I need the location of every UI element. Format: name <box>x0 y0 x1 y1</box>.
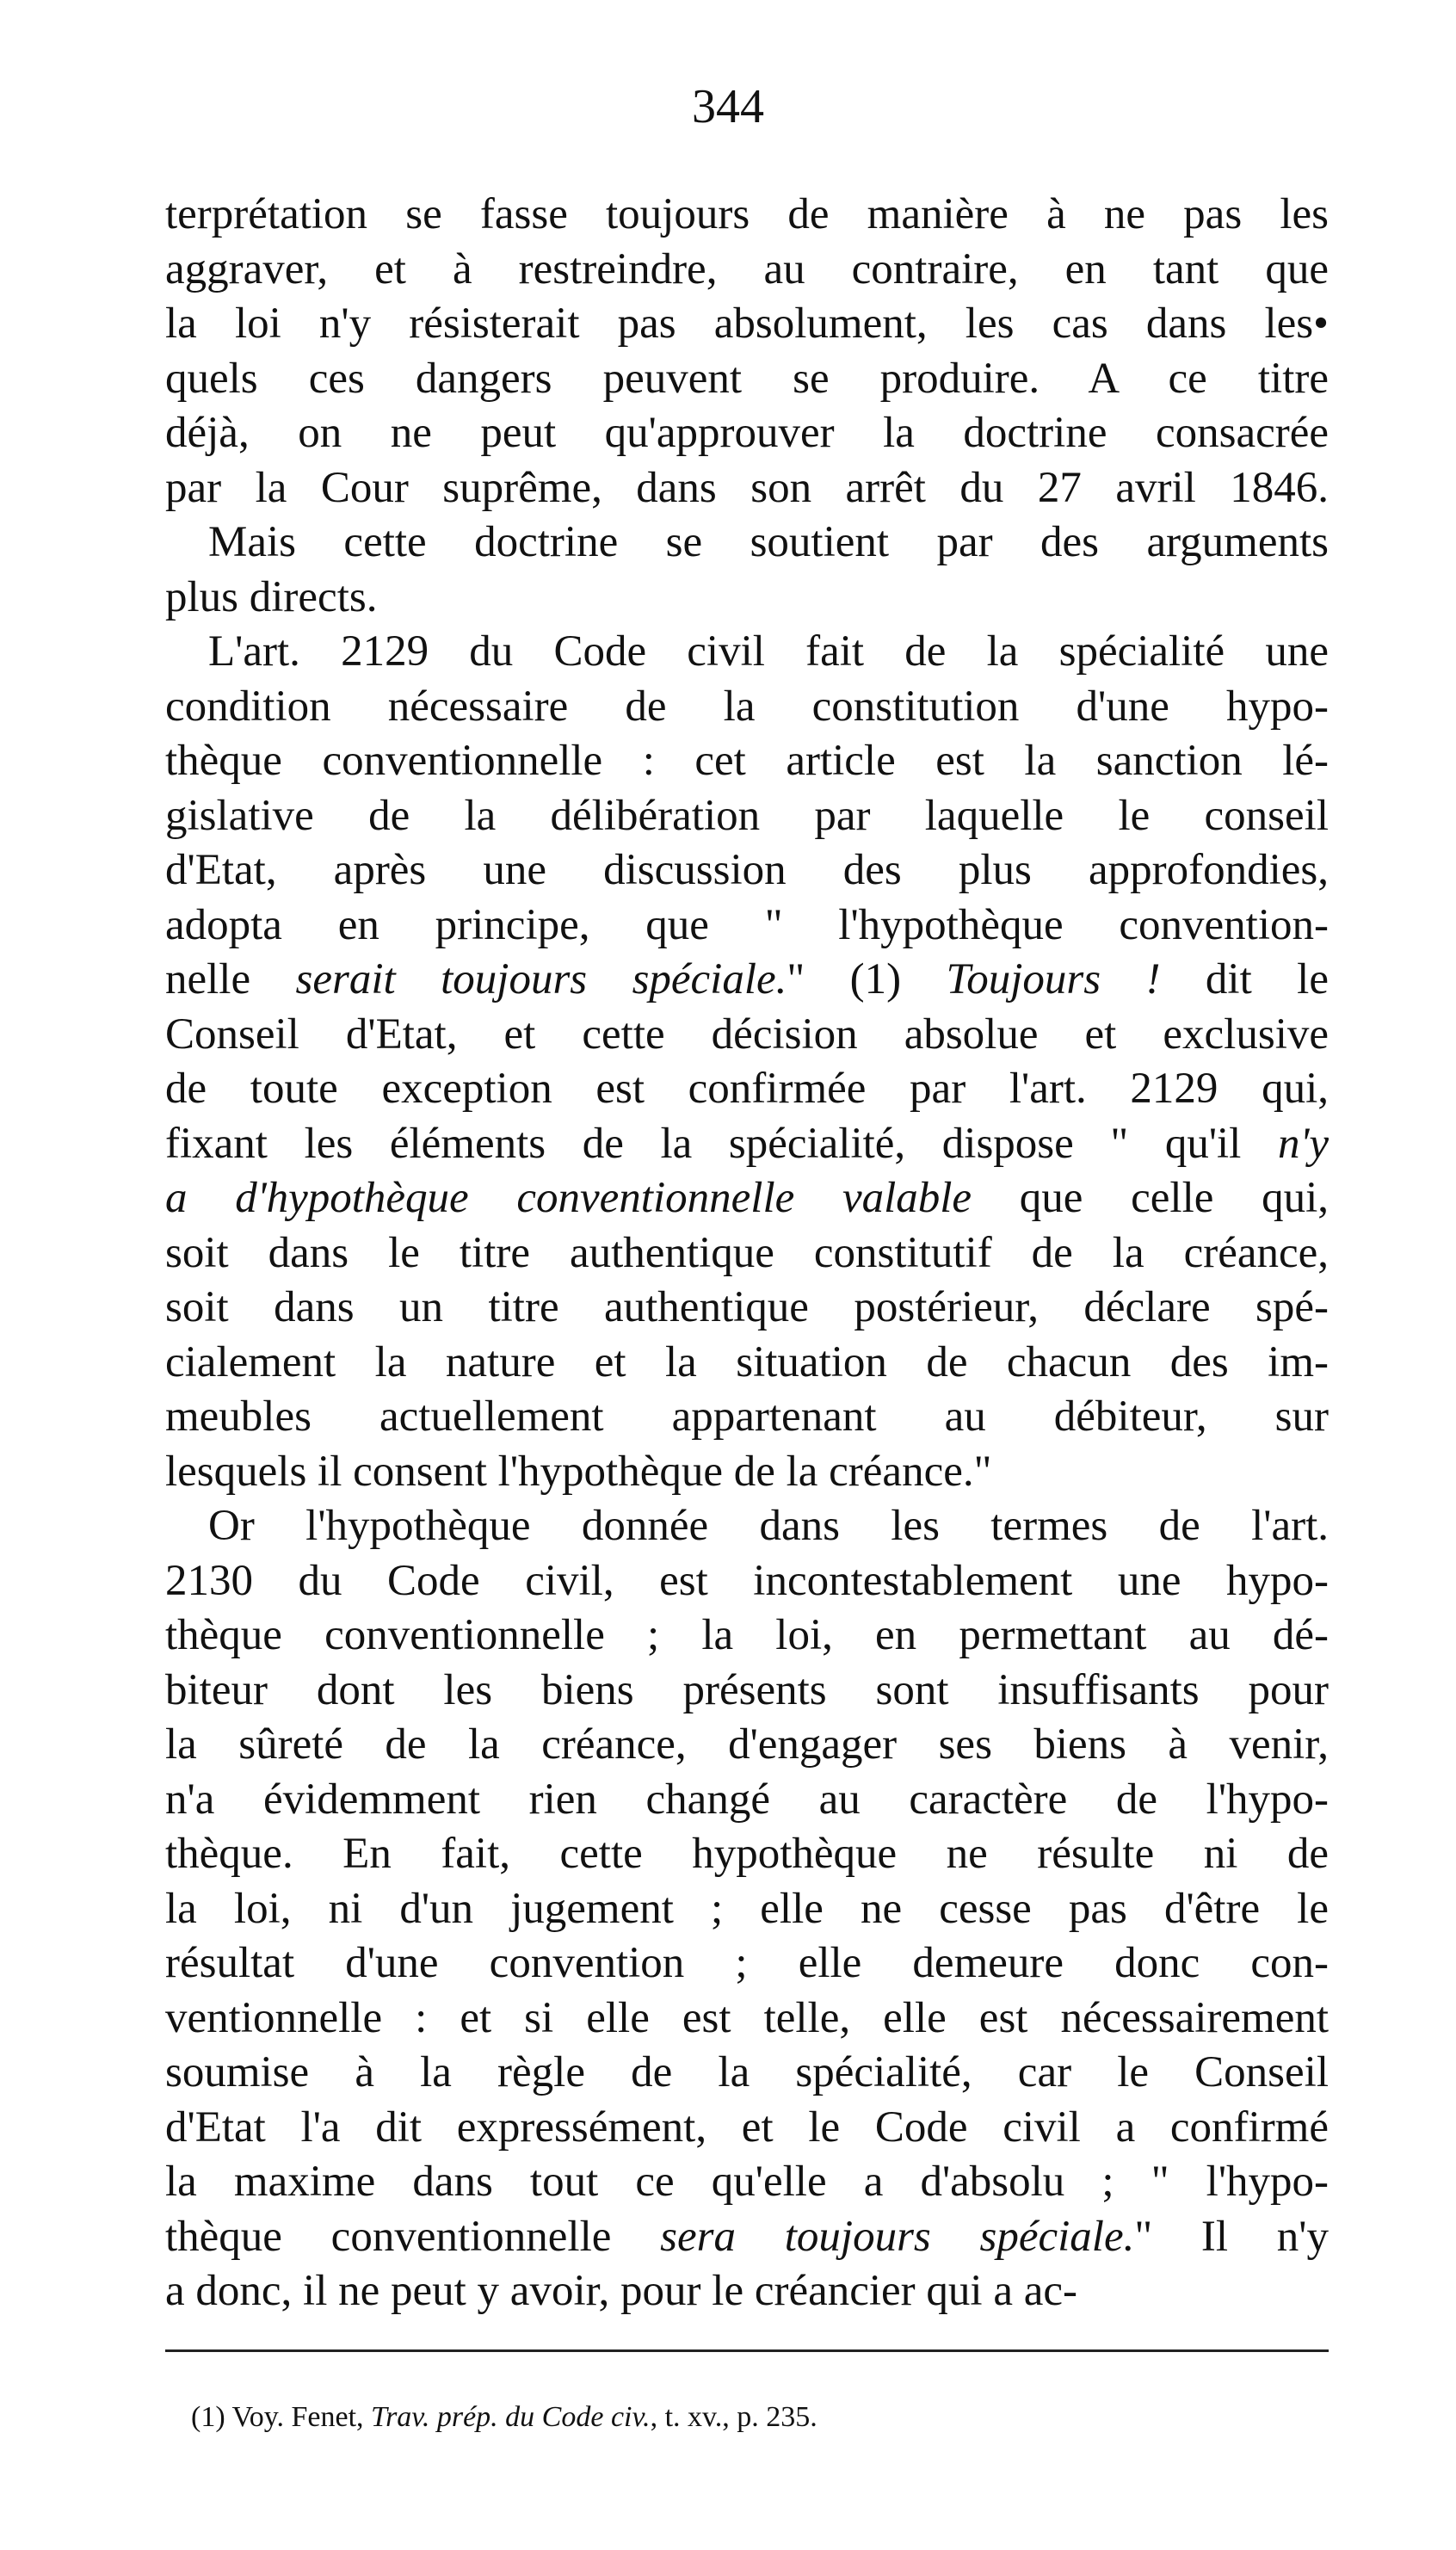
text-line: Mais cette doctrine se soutient par des arguments <box>208 518 1329 566</box>
text-line: plus directs. <box>165 572 378 621</box>
text-line: n'a évidemment rien changé au caractère de l'hypo- <box>165 1775 1329 1824</box>
body-text <box>165 188 1329 2319</box>
footnote-segment: , t. xv., p. 235. <box>650 2401 817 2433</box>
text-line: la loi, ni d'un jugement ; elle ne cesse pas d'être le <box>165 1884 1329 1933</box>
text-segment: dit le <box>1160 955 1329 1003</box>
text-line <box>165 2210 1329 2265</box>
text-line: L'art. 2129 du Code civil fait de la spécialité une <box>208 627 1329 676</box>
text-line: 2130 du Code civil, est incontestablement une hypo- <box>165 1556 1329 1605</box>
text-line: la maxime dans tout ce qu'elle a d'absolu ; " l'hypo- <box>165 2158 1329 2206</box>
text-segment: fixant les éléments de la spécialité, dispose " qu'il <box>165 1119 1278 1168</box>
text-line: biteur dont les biens présents sont insuffisants pour <box>165 1665 1329 1714</box>
text-line: déjà, on ne peut qu'approuver la doctrine consacrée <box>165 409 1329 457</box>
text-line: aggraver, et à restreindre, au contraire, en tant que <box>165 244 1329 293</box>
text-line: adopta en principe, que " l'hypothèque convention- <box>165 900 1329 949</box>
text-line: thèque conventionnelle ; la loi, en permettant au dé- <box>165 1611 1329 1659</box>
text-line: thèque conventionnelle : cet article est la sanction lé- <box>165 737 1329 785</box>
text-line: d'Etat l'a dit expressément, et le Code civil a confirmé <box>165 2102 1329 2152</box>
footnote <box>191 2399 817 2436</box>
italic-segment: serait toujours spéciale. <box>295 955 787 1003</box>
text-line: la sûreté de la créance, d'engager ses biens à venir, <box>165 1720 1329 1769</box>
text-line: la loi n'y résisterait pas absolument, les cas dans les• <box>165 299 1329 348</box>
text-segment: que celle qui, <box>972 1174 1329 1222</box>
text-line: par la Cour suprême, dans son arrêt du 27 avril 1846. <box>165 463 1329 512</box>
italic-segment: a d'hypothèque conventionnelle valable <box>165 1174 972 1222</box>
text-line: soumise à la règle de la spécialité, car le Conseil <box>165 2048 1329 2096</box>
text-segment: " Il n'y <box>1134 2212 1329 2261</box>
text-line: d'Etat, après une discussion des plus approfondies, <box>165 846 1329 894</box>
italic-segment: sera toujours spéciale. <box>660 2212 1135 2261</box>
text-line: soit dans le titre authentique constitutif de la créance, <box>165 1228 1329 1277</box>
text-line: ventionnelle : et si elle est telle, elle est nécessairement <box>165 1993 1329 2042</box>
text-line: condition nécessaire de la constitution d'une hypo- <box>165 682 1329 731</box>
text-line: soit dans un titre authentique postérieur, déclare spé- <box>165 1283 1329 1331</box>
footnote-segment: (1) Voy. Fenet, <box>191 2401 372 2433</box>
text-line: de toute exception est confirmée par l'art. 2129 qui, <box>165 1065 1329 1113</box>
italic-segment: n'y <box>1277 1119 1329 1168</box>
text-line: terprétation se fasse toujours de manière à ne pas les <box>165 190 1329 238</box>
text-segment: thèque conventionnelle <box>165 2212 661 2261</box>
footnote-rule <box>165 2349 1329 2352</box>
text-line: quels ces dangers peuvent se produire. A ce titre <box>165 354 1329 403</box>
text-line: meubles actuellement appartenant au débiteur, sur <box>165 1392 1329 1441</box>
page-number: 344 <box>692 80 764 133</box>
text-line: a donc, il ne peut y avoir, pour le créancier qui a ac- <box>165 2267 1077 2315</box>
text-line: thèque. En fait, cette hypothèque ne résulte ni de <box>165 1830 1329 1878</box>
text-line: lesquels il consent l'hypothèque de la créance." <box>165 1447 992 1496</box>
text-line <box>165 953 1329 1008</box>
footnote-italic-segment: Trav. prép. du Code civ. <box>371 2401 651 2433</box>
text-line <box>165 1171 1329 1226</box>
text-line: résultat d'une convention ; elle demeure donc con- <box>165 1939 1329 1987</box>
text-line: gislative de la délibération par laquelle le conseil <box>165 791 1329 840</box>
text-line: Conseil d'Etat, et cette décision absolue et exclusive <box>165 1010 1329 1059</box>
italic-segment: Toujours ! <box>946 955 1161 1003</box>
text-line <box>165 1117 1329 1172</box>
text-line: cialement la nature et la situation de chacun des im- <box>165 1337 1329 1386</box>
text-segment: nelle <box>165 955 296 1003</box>
text-segment: " (1) <box>787 955 947 1003</box>
text-line: Or l'hypothèque donnée dans les termes de l'art. <box>208 1502 1329 1550</box>
